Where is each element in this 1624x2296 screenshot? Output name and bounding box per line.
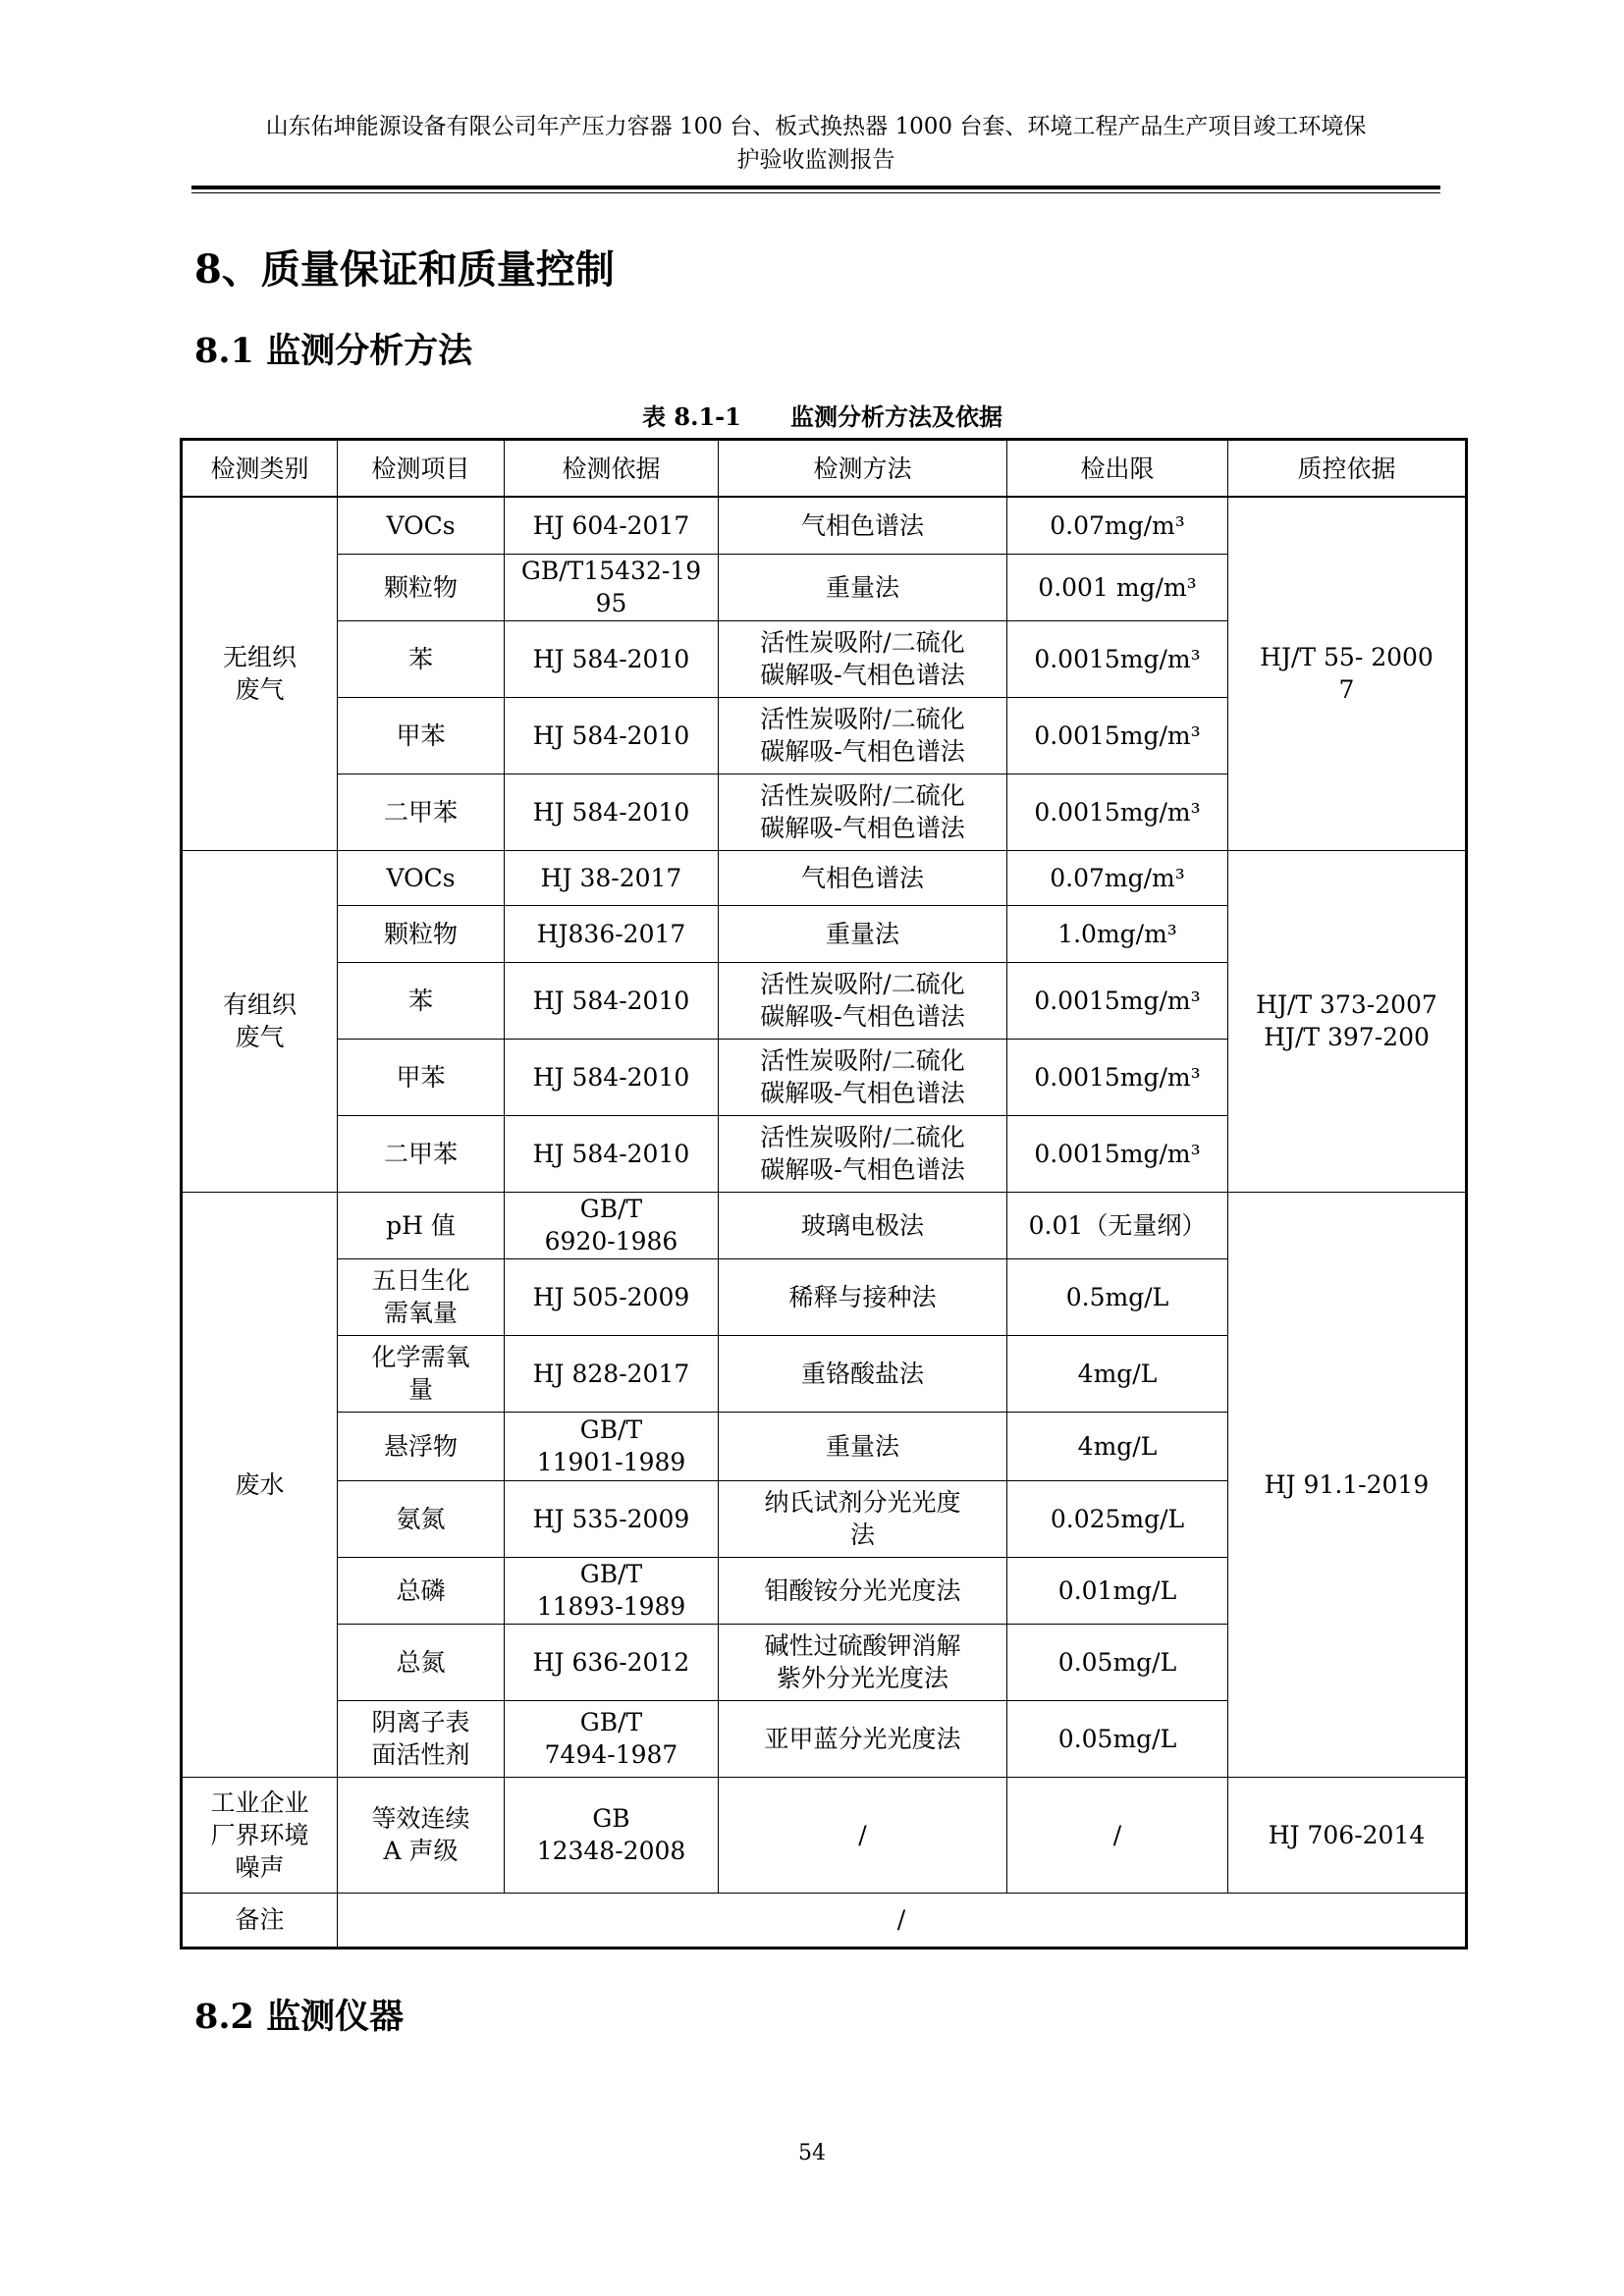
basis-cell: HJ 828-2017: [505, 1335, 719, 1412]
remark-label-cell: 备注: [182, 1893, 338, 1948]
method-cell: 重量法: [719, 905, 1007, 962]
remark-row: [182, 1893, 1467, 1948]
running-header-line-1: 山东佑坤能源设备有限公司年产压力容器 100 台、板式换热器 1000 台套、环境工程产品生产项目竣工环境保: [265, 114, 1367, 139]
item-cell: 化学需氧 量: [338, 1335, 505, 1412]
basis-cell: HJ 584-2010: [505, 774, 719, 850]
item-cell: 苯: [338, 620, 505, 697]
running-header-line-2: 护验收监测报告: [736, 147, 895, 173]
method-cell: 钼酸铵分光光度法: [719, 1557, 1007, 1624]
method-cell: 气相色谱法: [719, 850, 1007, 905]
method-cell: 气相色谱法: [719, 497, 1007, 554]
item-cell: 阴离子表 面活性剂: [338, 1700, 505, 1777]
basis-cell: HJ 505-2009: [505, 1258, 719, 1335]
item-cell: 总磷: [338, 1557, 505, 1624]
limit-cell: 0.05mg/L: [1007, 1700, 1228, 1777]
qc-cell: HJ/T 373-2007 HJ/T 397-200: [1228, 850, 1467, 1192]
item-cell: 苯: [338, 962, 505, 1039]
header-cell: 检出限: [1007, 440, 1228, 498]
category-cell: 有组织 废气: [182, 850, 338, 1192]
basis-cell: HJ 584-2010: [505, 1039, 719, 1115]
item-cell: 等效连续 A 声级: [338, 1777, 505, 1893]
item-cell: 甲苯: [338, 1039, 505, 1115]
basis-cell: HJ 38-2017: [505, 850, 719, 905]
basis-cell: HJ836-2017: [505, 905, 719, 962]
item-cell: 二甲苯: [338, 774, 505, 850]
basis-cell: GB/T 7494-1987: [505, 1700, 719, 1777]
qc-cell: HJ 91.1-2019: [1228, 1192, 1467, 1777]
method-cell: 活性炭吸附/二硫化 碳解吸-气相色谱法: [719, 962, 1007, 1039]
limit-cell: 0.01（无量纲）: [1007, 1192, 1228, 1258]
table-caption: 表 8.1-1 监测分析方法及依据: [642, 402, 1002, 431]
method-cell: 重量法: [719, 554, 1007, 620]
method-cell: 纳氏试剂分光光度 法: [719, 1480, 1007, 1557]
table-row: [182, 1192, 1467, 1258]
basis-cell: GB/T 6920-1986: [505, 1192, 719, 1258]
limit-cell: 4mg/L: [1007, 1412, 1228, 1480]
table-row: [182, 850, 1467, 905]
limit-cell: 0.0015mg/m³: [1007, 1115, 1228, 1192]
item-cell: 总氮: [338, 1624, 505, 1700]
limit-cell: 0.07mg/m³: [1007, 497, 1228, 554]
limit-cell: 1.0mg/m³: [1007, 905, 1228, 962]
limit-cell: 4mg/L: [1007, 1335, 1228, 1412]
header-cell: 检测依据: [505, 440, 719, 498]
method-cell: 活性炭吸附/二硫化 碳解吸-气相色谱法: [719, 774, 1007, 850]
page-number: 54: [798, 2141, 826, 2165]
limit-cell: /: [1007, 1777, 1228, 1893]
limit-cell: 0.5mg/L: [1007, 1258, 1228, 1335]
basis-cell: GB/T 11893-1989: [505, 1557, 719, 1624]
remark-value-cell: /: [338, 1893, 1467, 1948]
limit-cell: 0.0015mg/m³: [1007, 697, 1228, 774]
basis-cell: HJ 584-2010: [505, 1115, 719, 1192]
method-cell: 活性炭吸附/二硫化 碳解吸-气相色谱法: [719, 620, 1007, 697]
category-cell: 无组织 废气: [182, 497, 338, 850]
header-cell: 检测方法: [719, 440, 1007, 498]
method-cell: 活性炭吸附/二硫化 碳解吸-气相色谱法: [719, 1115, 1007, 1192]
header-cell: 检测项目: [338, 440, 505, 498]
basis-cell: HJ 584-2010: [505, 620, 719, 697]
basis-cell: GB/T15432-19 95: [505, 554, 719, 620]
item-cell: 氨氮: [338, 1480, 505, 1557]
item-cell: 甲苯: [338, 697, 505, 774]
header-rule-thick: [191, 186, 1440, 189]
item-cell: 二甲苯: [338, 1115, 505, 1192]
header-cell: 检测类别: [182, 440, 338, 498]
limit-cell: 0.0015mg/m³: [1007, 962, 1228, 1039]
item-cell: VOCs: [338, 850, 505, 905]
table-header-row: [182, 440, 1467, 498]
method-cell: 活性炭吸附/二硫化 碳解吸-气相色谱法: [719, 697, 1007, 774]
qc-cell: HJ 706-2014: [1228, 1777, 1467, 1893]
header-cell: 质控依据: [1228, 440, 1467, 498]
limit-cell: 0.01mg/L: [1007, 1557, 1228, 1624]
method-cell: /: [719, 1777, 1007, 1893]
section-title: 8、质量保证和质量控制: [194, 246, 615, 293]
category-cell: 废水: [182, 1192, 338, 1777]
table-row: [182, 1777, 1467, 1893]
method-cell: 活性炭吸附/二硫化 碳解吸-气相色谱法: [719, 1039, 1007, 1115]
qc-cell: HJ/T 55- 2000 7: [1228, 497, 1467, 850]
method-cell: 重铬酸盐法: [719, 1335, 1007, 1412]
running-header: [191, 110, 1440, 177]
item-cell: 颗粒物: [338, 905, 505, 962]
basis-cell: GB 12348-2008: [505, 1777, 719, 1893]
basis-cell: HJ 535-2009: [505, 1480, 719, 1557]
method-cell: 碱性过硫酸钾消解 紫外分光光度法: [719, 1624, 1007, 1700]
item-cell: VOCs: [338, 497, 505, 554]
table-body: [182, 497, 1467, 1948]
limit-cell: 0.001 mg/m³: [1007, 554, 1228, 620]
method-cell: 亚甲蓝分光光度法: [719, 1700, 1007, 1777]
item-cell: 五日生化 需氧量: [338, 1258, 505, 1335]
table-row: [182, 497, 1467, 554]
item-cell: pH 值: [338, 1192, 505, 1258]
basis-cell: HJ 584-2010: [505, 962, 719, 1039]
method-cell: 重量法: [719, 1412, 1007, 1480]
method-cell: 稀释与接种法: [719, 1258, 1007, 1335]
basis-cell: GB/T 11901-1989: [505, 1412, 719, 1480]
basis-cell: HJ 636-2012: [505, 1624, 719, 1700]
basis-cell: HJ 604-2017: [505, 497, 719, 554]
item-cell: 颗粒物: [338, 554, 505, 620]
method-cell: 玻璃电极法: [719, 1192, 1007, 1258]
limit-cell: 0.0015mg/m³: [1007, 1039, 1228, 1115]
limit-cell: 0.05mg/L: [1007, 1624, 1228, 1700]
subsection-title-instruments: 8.2 监测仪器: [194, 1997, 405, 2037]
basis-cell: HJ 584-2010: [505, 697, 719, 774]
methods-table: [180, 438, 1468, 1949]
item-cell: 悬浮物: [338, 1412, 505, 1480]
limit-cell: 0.07mg/m³: [1007, 850, 1228, 905]
limit-cell: 0.025mg/L: [1007, 1480, 1228, 1557]
category-cell: 工业企业 厂界环境 噪声: [182, 1777, 338, 1893]
limit-cell: 0.0015mg/m³: [1007, 620, 1228, 697]
subsection-title-methods: 8.1 监测分析方法: [194, 331, 473, 371]
header-rule-thin: [191, 192, 1440, 193]
limit-cell: 0.0015mg/m³: [1007, 774, 1228, 850]
